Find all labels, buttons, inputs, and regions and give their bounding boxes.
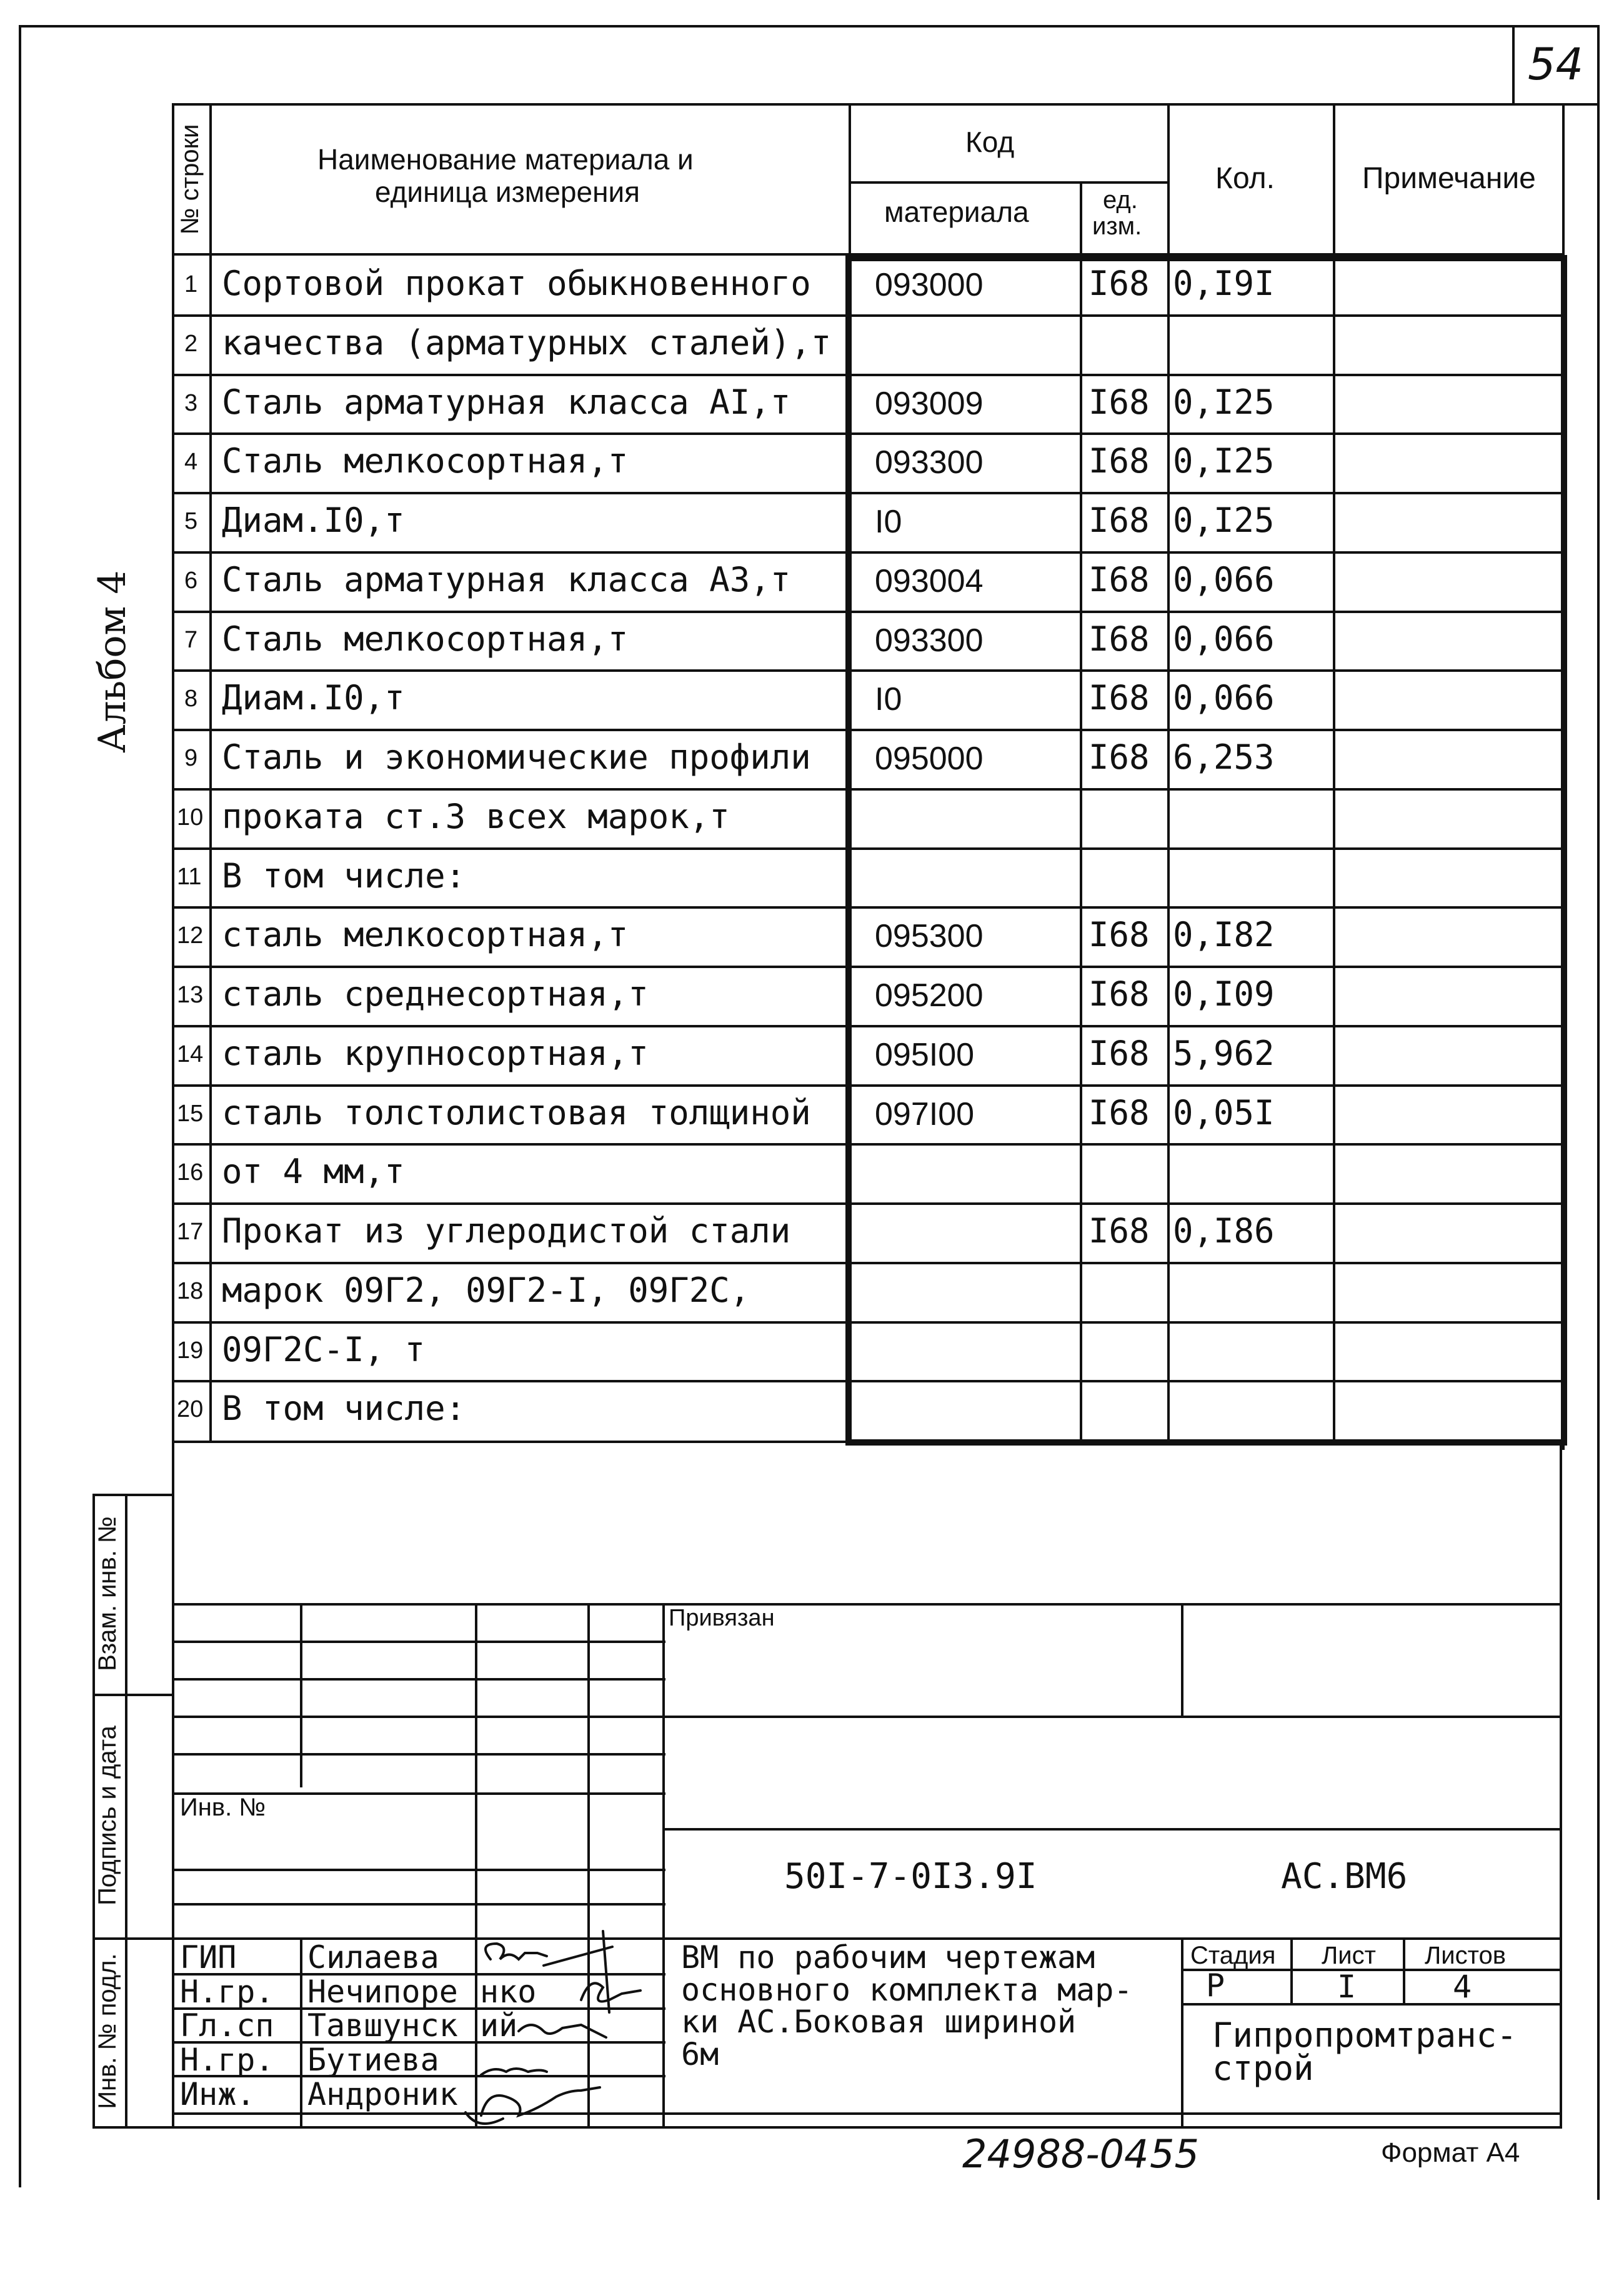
row-code: 093000 — [875, 267, 984, 303]
row-qty: 0,I09 — [1173, 974, 1275, 1014]
org-line-2: строй — [1212, 2049, 1314, 2088]
row-number: 10 — [177, 804, 204, 831]
row-name: В том числе: — [222, 856, 466, 896]
row-name: качества (арматурных сталей),т — [222, 322, 832, 362]
row-qty: 0,I25 — [1173, 501, 1275, 540]
side-inv-podl-label: Инв. № подл. — [94, 1953, 121, 2109]
row-qty: 0,I86 — [1173, 1211, 1275, 1251]
row-name: Сталь арматурная класса AI,т — [222, 382, 791, 422]
signer-role: Н.гр. — [180, 2042, 274, 2078]
row-code: I0 — [875, 681, 902, 718]
header-code: Код — [965, 126, 1015, 158]
row-code: 095200 — [875, 977, 984, 1014]
signer-role: Н.гр. — [180, 1974, 274, 2010]
row-code: I0 — [875, 504, 902, 540]
row-number: 2 — [184, 330, 198, 357]
row-number: 7 — [184, 626, 198, 653]
signer-name: Тавшунск — [307, 2007, 458, 2044]
row-number: 6 — [184, 567, 198, 594]
row-number: 8 — [184, 686, 198, 712]
signer-name-tail: нко — [480, 1974, 537, 2010]
row-name: марок 09Г2, 09Г2-I, 09Г2С, — [222, 1270, 750, 1310]
title-line-1: ВМ по рабочим чертежам — [681, 1939, 1095, 1976]
row-number: 4 — [184, 449, 198, 476]
stage-value: Р — [1206, 1967, 1225, 2004]
side-podpis-label: Подпись и дата — [94, 1726, 121, 1906]
row-unit: I68 — [1088, 737, 1150, 777]
row-unit: I68 — [1088, 678, 1150, 718]
album-label: Альбом 4 — [91, 570, 134, 753]
header-name-line2: единица измерения — [375, 176, 640, 208]
row-unit: I68 — [1088, 974, 1150, 1014]
header-qty: Кол. — [1215, 162, 1275, 195]
row-number: 11 — [177, 863, 202, 890]
row-unit: I68 — [1088, 619, 1150, 659]
signer-role: ГИП — [180, 1939, 237, 1976]
row-code: 095000 — [875, 741, 984, 777]
row-unit: I68 — [1088, 559, 1150, 599]
row-unit: I68 — [1088, 441, 1150, 481]
row-number: 17 — [177, 1219, 204, 1245]
row-name: В том числе: — [222, 1389, 466, 1429]
signer-name-tail: ий — [480, 2007, 518, 2044]
header-name-line1: Наименование материала и — [317, 143, 694, 176]
row-qty: 0,066 — [1173, 559, 1275, 599]
footer-copy: 55 — [1150, 2131, 1199, 2177]
header-unit-line2: изм. — [1092, 212, 1142, 240]
row-qty: 0,I9I — [1173, 264, 1275, 303]
row-unit: I68 — [1088, 915, 1150, 955]
row-number: 12 — [177, 922, 204, 949]
footer-format: Формат А4 — [1381, 2137, 1520, 2168]
row-unit: I68 — [1088, 382, 1150, 422]
row-unit: I68 — [1088, 264, 1150, 303]
row-qty: 5,962 — [1173, 1033, 1275, 1073]
title-line-3: ки АС.Боковая шириной — [681, 2004, 1077, 2040]
row-code: 093300 — [875, 622, 984, 659]
row-name: Прокат из углеродистой стали — [222, 1211, 791, 1251]
row-unit: I68 — [1088, 1211, 1150, 1251]
inv-no-label: Инв. № — [180, 1794, 266, 1821]
sheet-label: Лист — [1322, 1942, 1376, 1969]
org-line-1: Гипропромтранс- — [1212, 2016, 1517, 2055]
signer-name: Силаева — [307, 1939, 439, 1976]
header-unit-line1: ед. — [1103, 186, 1138, 214]
signer-role: Инж. — [180, 2076, 256, 2112]
row-qty: 0,066 — [1173, 619, 1275, 659]
row-code: 093300 — [875, 444, 984, 481]
row-unit: I68 — [1088, 1092, 1150, 1132]
side-vzam-label: Взам. инв. № — [94, 1516, 121, 1671]
row-name: Диам.I0,т — [222, 678, 405, 718]
row-name: сталь среднесортная,т — [222, 974, 649, 1014]
row-number: 14 — [177, 1041, 204, 1067]
row-qty: 0,05I — [1173, 1092, 1275, 1132]
signer-name: Бутиева — [307, 2042, 439, 2078]
row-number: 5 — [184, 508, 198, 534]
row-code: 093009 — [875, 385, 984, 422]
sheets-label: Листов — [1425, 1942, 1506, 1969]
page-number: 54 — [1528, 39, 1584, 90]
header-material: материала — [884, 196, 1029, 228]
row-number: 13 — [177, 982, 204, 1008]
privyazan-label: Привязан — [669, 1605, 775, 1631]
row-code: 093004 — [875, 562, 984, 599]
sheets-value: 4 — [1453, 1969, 1472, 2005]
row-name: сталь крупносортная,т — [222, 1033, 649, 1073]
row-number: 18 — [177, 1277, 204, 1304]
row-qty: 0,066 — [1173, 678, 1275, 718]
doc-mark: АС.ВМ6 — [1281, 1856, 1408, 1897]
doc-code: 50I-7-0I3.9I — [784, 1856, 1037, 1897]
row-name: Диам.I0,т — [222, 501, 405, 540]
footer-number: 24988-04 — [962, 2131, 1149, 2177]
row-unit: I68 — [1088, 501, 1150, 540]
row-code: 095300 — [875, 918, 984, 955]
row-unit: I68 — [1088, 1033, 1150, 1073]
sheet-value: I — [1337, 1969, 1357, 2005]
header-note: Примечание — [1362, 162, 1536, 195]
row-number: 16 — [177, 1159, 204, 1186]
signer-role: Гл.сп — [180, 2007, 274, 2044]
title-line-4: 6м — [681, 2036, 719, 2072]
row-code: 097I00 — [875, 1096, 975, 1132]
row-number: 3 — [184, 389, 198, 416]
row-name: Сталь мелкосортная,т — [222, 619, 629, 659]
row-name: Сталь и экономические профили — [222, 737, 811, 777]
row-number: 1 — [184, 271, 198, 297]
row-name: сталь толстолистовая толщиной — [222, 1092, 811, 1132]
row-code: 095I00 — [875, 1036, 975, 1073]
row-number: 15 — [177, 1100, 204, 1127]
row-number: 9 — [184, 745, 198, 771]
row-qty: 0,I25 — [1173, 382, 1275, 422]
row-name: Сталь арматурная класса A3,т — [222, 559, 791, 599]
row-number: 19 — [177, 1337, 204, 1364]
row-name: сталь мелкосортная,т — [222, 915, 629, 955]
stage-label: Стадия — [1190, 1942, 1276, 1969]
row-name: 09Г2С-I, т — [222, 1329, 426, 1369]
row-qty: 0,I82 — [1173, 915, 1275, 955]
signer-name: Андроник — [307, 2076, 458, 2112]
row-qty: 6,253 — [1173, 737, 1275, 777]
signer-name: Нечипоре — [307, 1974, 458, 2010]
row-name: от 4 мм,т — [222, 1152, 405, 1192]
row-name: проката ст.3 всех марок,т — [222, 796, 730, 836]
title-line-2: основного комплекта мар- — [681, 1972, 1133, 2008]
header-row-no: № строки — [176, 124, 204, 235]
row-name: Сталь мелкосортная,т — [222, 441, 629, 481]
row-name: Сортовой прокат обыкновенного — [222, 264, 811, 303]
row-qty: 0,I25 — [1173, 441, 1275, 481]
row-number: 20 — [177, 1396, 204, 1423]
